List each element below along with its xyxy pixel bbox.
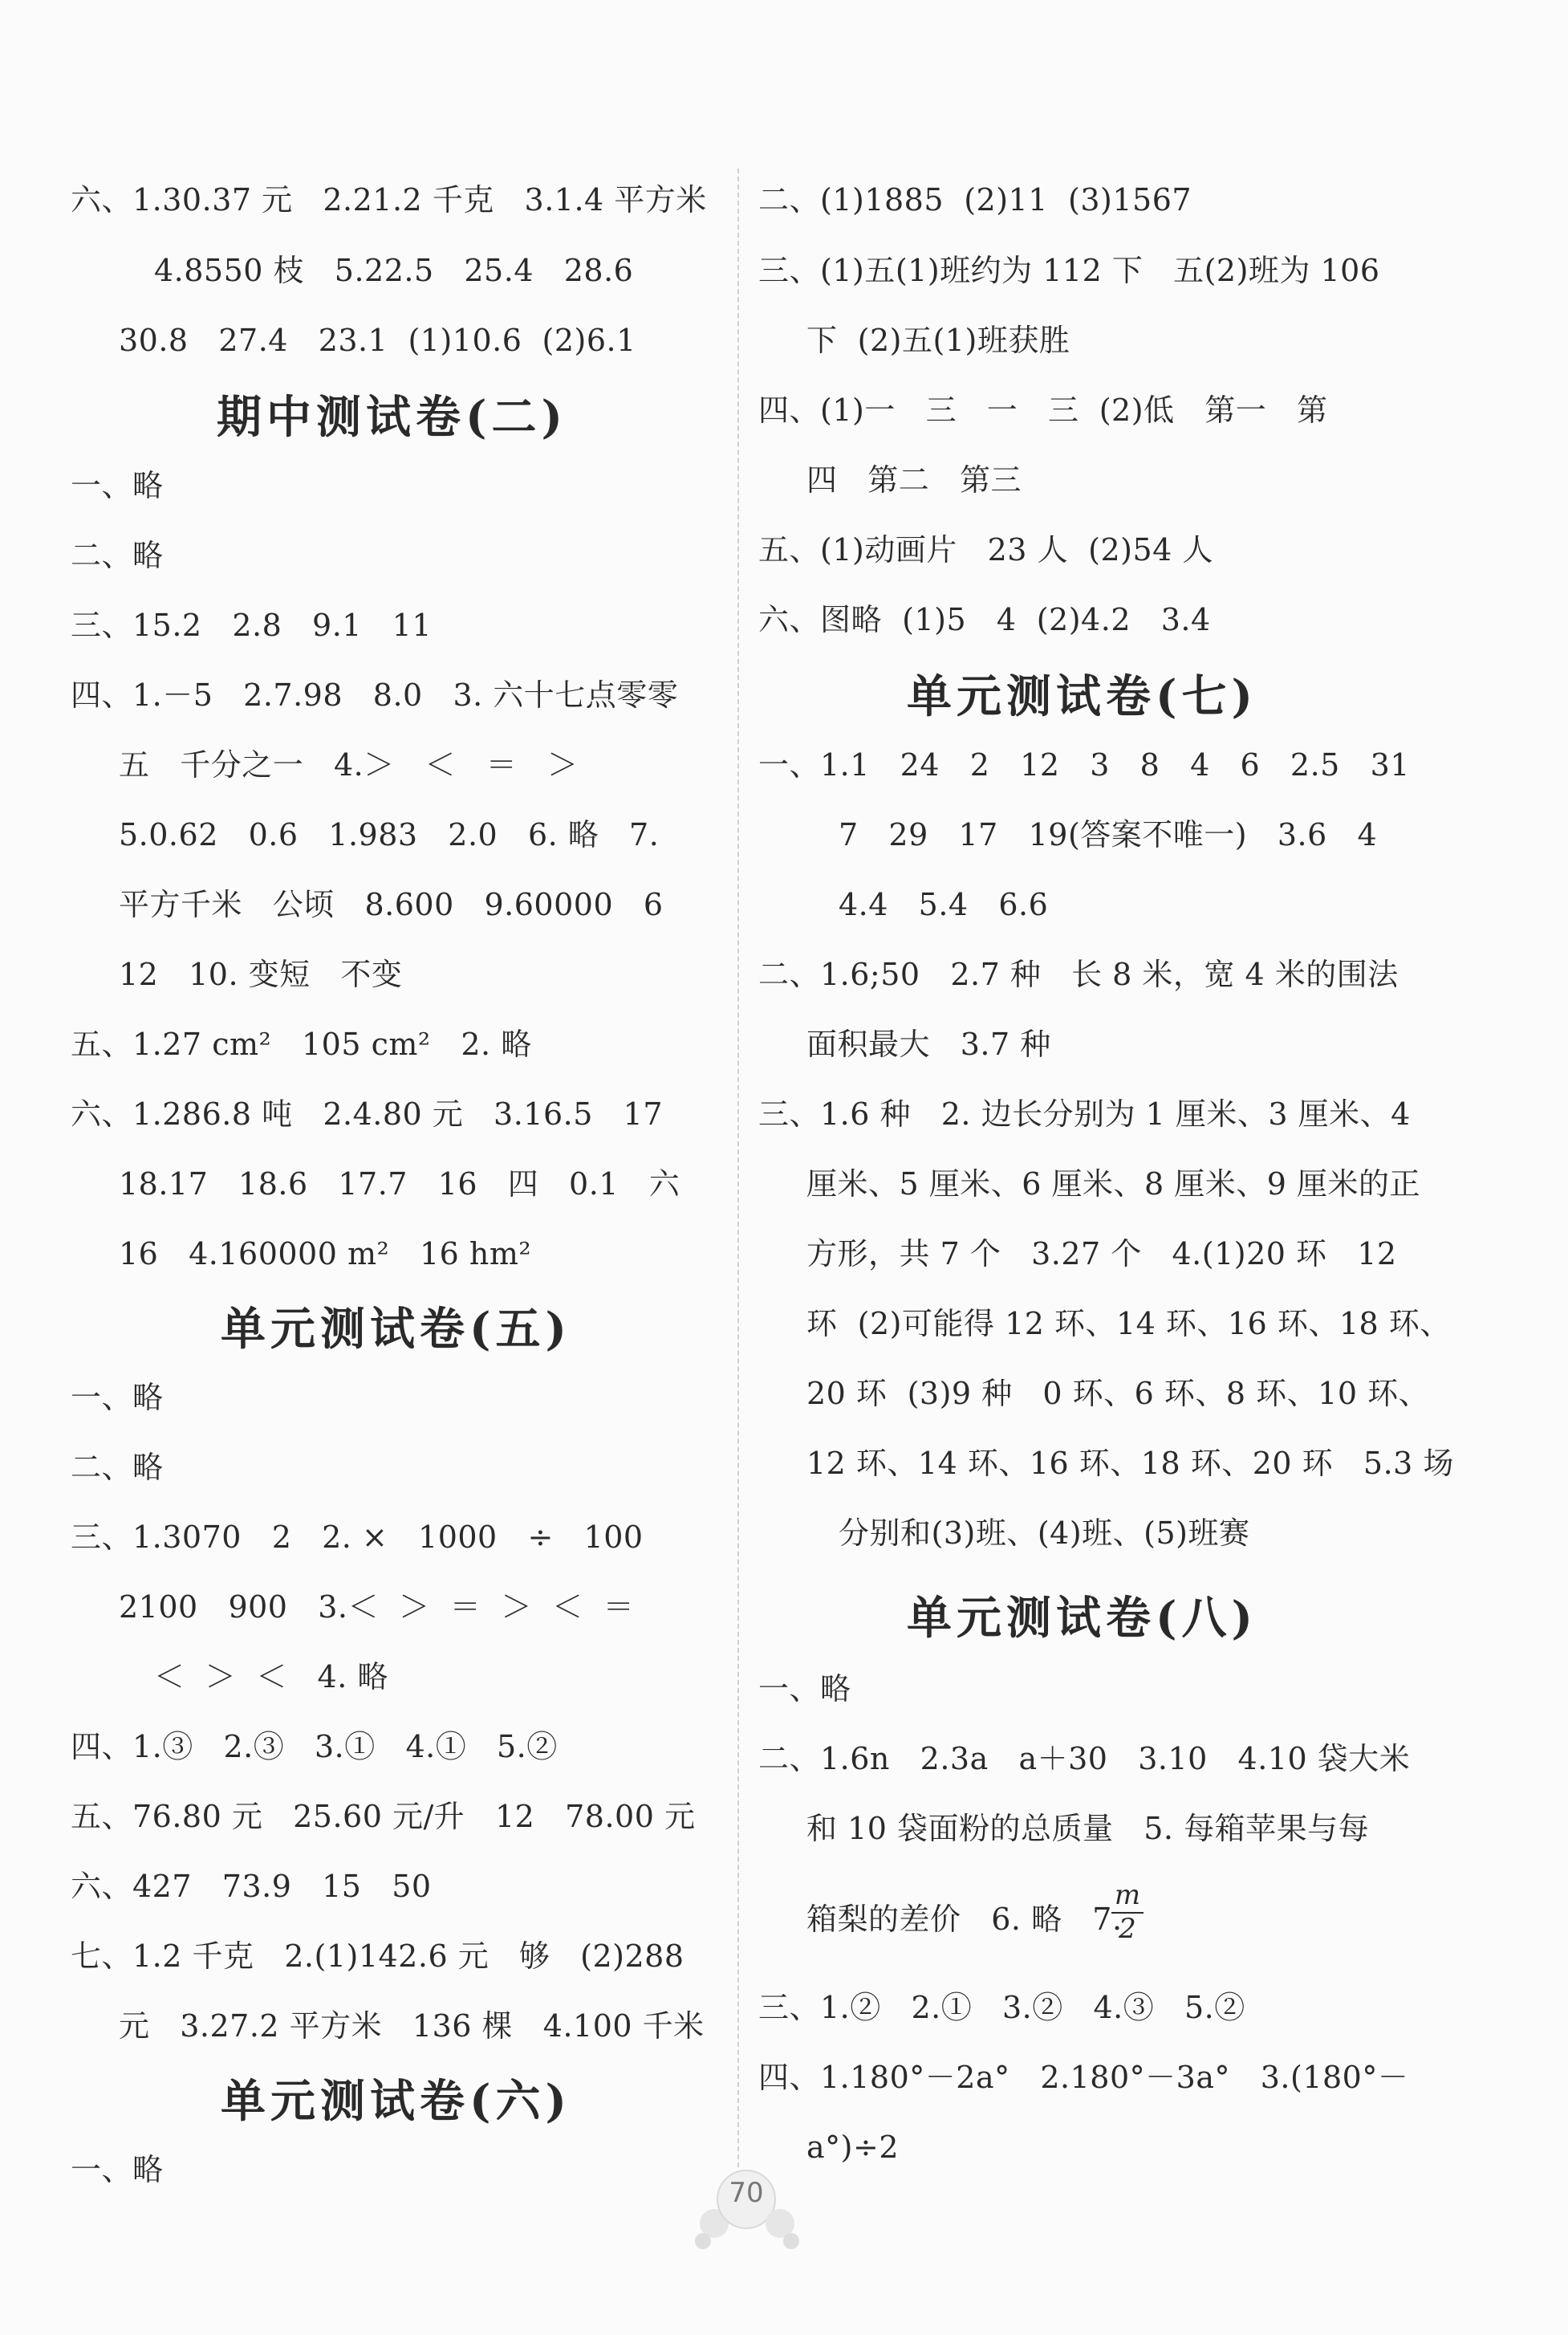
answer-line: 分别和(3)班、(4)班、(5)班赛 — [839, 1515, 1250, 1551]
answer-line: 三、1.3070 2 2. × 1000 ÷ 100 — [71, 1519, 644, 1555]
answer-line: 三、15.2 2.8 9.1 11 — [71, 608, 433, 643]
answer-line: 面积最大 3.7 种 — [806, 1027, 1051, 1062]
answer-line: 三、(1)五(1)班约为 112 下 五(2)班为 106 — [758, 253, 1380, 288]
answer-line: 五、76.80 元 25.60 元/升 12 78.00 元 — [71, 1799, 696, 1834]
answer-line: 五、1.27 cm² 105 cm² 2. 略 — [71, 1027, 532, 1062]
answer-line: 一、略 — [71, 468, 164, 503]
section-heading: 单元测试卷(五) — [221, 1303, 571, 1356]
answer-line: 五、(1)动画片 23 人 (2)54 人 — [758, 532, 1213, 567]
answer-line: 4.8550 枝 5.22.5 25.4 28.6 — [154, 253, 634, 288]
answer-line: 18.17 18.6 17.7 16 四 0.1 六 — [119, 1166, 680, 1202]
page-number: 70 — [729, 2177, 764, 2209]
answer-line: 五 千分之一 4.＞ ＜ ＝ ＞ — [119, 747, 579, 783]
answer-line: ＜ ＞ ＜ 4. 略 — [154, 1659, 388, 1694]
answer-line: 六、427 73.9 15 50 — [71, 1869, 432, 1904]
answer-line: 四 第二 第三 — [806, 462, 1022, 498]
answer-line: 四、1.③ 2.③ 3.① 4.① 5.② — [71, 1729, 558, 1764]
answer-line: 六、1.286.8 吨 2.4.80 元 3.16.5 17 — [71, 1096, 663, 1132]
page-number-badge — [674, 2167, 819, 2264]
answer-line: 二、略 — [71, 1450, 164, 1485]
fraction — [1111, 1879, 1144, 1945]
answer-line: 7 29 17 19(答案不唯一) 3.6 4 — [839, 817, 1378, 852]
answer-line: 七、1.2 千克 2.(1)142.6 元 够 (2)288 — [71, 1938, 684, 1974]
answer-line: 三、1.② 2.① 3.② 4.③ 5.② — [758, 1990, 1245, 2025]
answer-line: 二、1.6n 2.3a a＋30 3.10 4.10 袋大米 — [758, 1741, 1411, 1776]
answer-line: 二、略 — [71, 538, 164, 573]
answer-line: 20 环 (3)9 种 0 环、6 环、8 环、10 环、 — [806, 1376, 1430, 1411]
answer-line: 六、1.30.37 元 2.21.2 千克 3.1.4 平方米 — [71, 182, 707, 218]
answer-line: 下 (2)五(1)班获胜 — [806, 323, 1070, 358]
answer-line: a°)÷2 — [806, 2130, 899, 2165]
answer-line: 箱梨的差价 6. 略 7. — [806, 1902, 1123, 1937]
answer-line: 一、略 — [758, 1671, 851, 1707]
section-heading: 单元测试卷(八) — [907, 1592, 1257, 1645]
answer-line: 一、略 — [71, 2152, 164, 2187]
answer-line: 12 环、14 环、16 环、18 环、20 环 5.3 场 — [806, 1446, 1454, 1481]
answer-line: 5.0.62 0.6 1.983 2.0 6. 略 7. — [119, 817, 660, 852]
answer-line: 12 10. 变短 不变 — [119, 957, 403, 992]
answer-line: 一、1.1 24 2 12 3 8 4 6 2.5 31 — [758, 747, 1410, 783]
answer-line: 一、略 — [71, 1380, 164, 1415]
answer-line: 4.4 5.4 6.6 — [839, 887, 1049, 922]
answer-line: 四、(1)一 三 一 三 (2)低 第一 第 — [758, 393, 1328, 428]
answer-line: 2100 900 3.＜ ＞ ＝ ＞ ＜ ＝ — [119, 1589, 635, 1625]
answer-line: 环 (2)可能得 12 环、14 环、16 环、18 环、 — [806, 1306, 1451, 1341]
answer-line: 三、1.6 种 2. 边长分别为 1 厘米、3 厘米、4 — [758, 1096, 1411, 1132]
fraction-numerator: m — [1114, 1879, 1141, 1911]
answer-line: 和 10 袋面粉的总质量 5. 每箱苹果与每 — [806, 1811, 1370, 1846]
answer-line: 四、1.－5 2.7.98 8.0 3. 六十七点零零 — [71, 677, 679, 713]
answer-line: 方形，共 7 个 3.27 个 4.(1)20 环 12 — [806, 1236, 1397, 1271]
answer-line: 平方千米 公顷 8.600 9.60000 6 — [119, 887, 664, 922]
answer-line: 30.8 27.4 23.1 (1)10.6 (2)6.1 — [119, 323, 636, 358]
answer-line: 二、1.6;50 2.7 种 长 8 米，宽 4 米的围法 — [758, 957, 1399, 992]
answer-line: 二、(1)1885 (2)11 (3)1567 — [758, 182, 1192, 218]
section-heading: 单元测试卷(六) — [221, 2075, 571, 2128]
answer-line: 16 4.160000 m² 16 hm² — [119, 1236, 532, 1271]
column-divider — [737, 169, 739, 2167]
section-heading: 期中测试卷(二) — [217, 391, 567, 444]
answer-line: 四、1.180°－2a° 2.180°－3a° 3.(180°－ — [758, 2060, 1409, 2095]
answer-line: 元 3.27.2 平方米 136 棵 4.100 千米 — [119, 2008, 705, 2044]
answer-line: 六、图略 (1)5 4 (2)4.2 3.4 — [758, 602, 1211, 637]
answer-line: 厘米、5 厘米、6 厘米、8 厘米、9 厘米的正 — [806, 1166, 1421, 1202]
fraction-denominator: 2 — [1119, 1913, 1136, 1945]
section-heading: 单元测试卷(七) — [907, 670, 1257, 723]
